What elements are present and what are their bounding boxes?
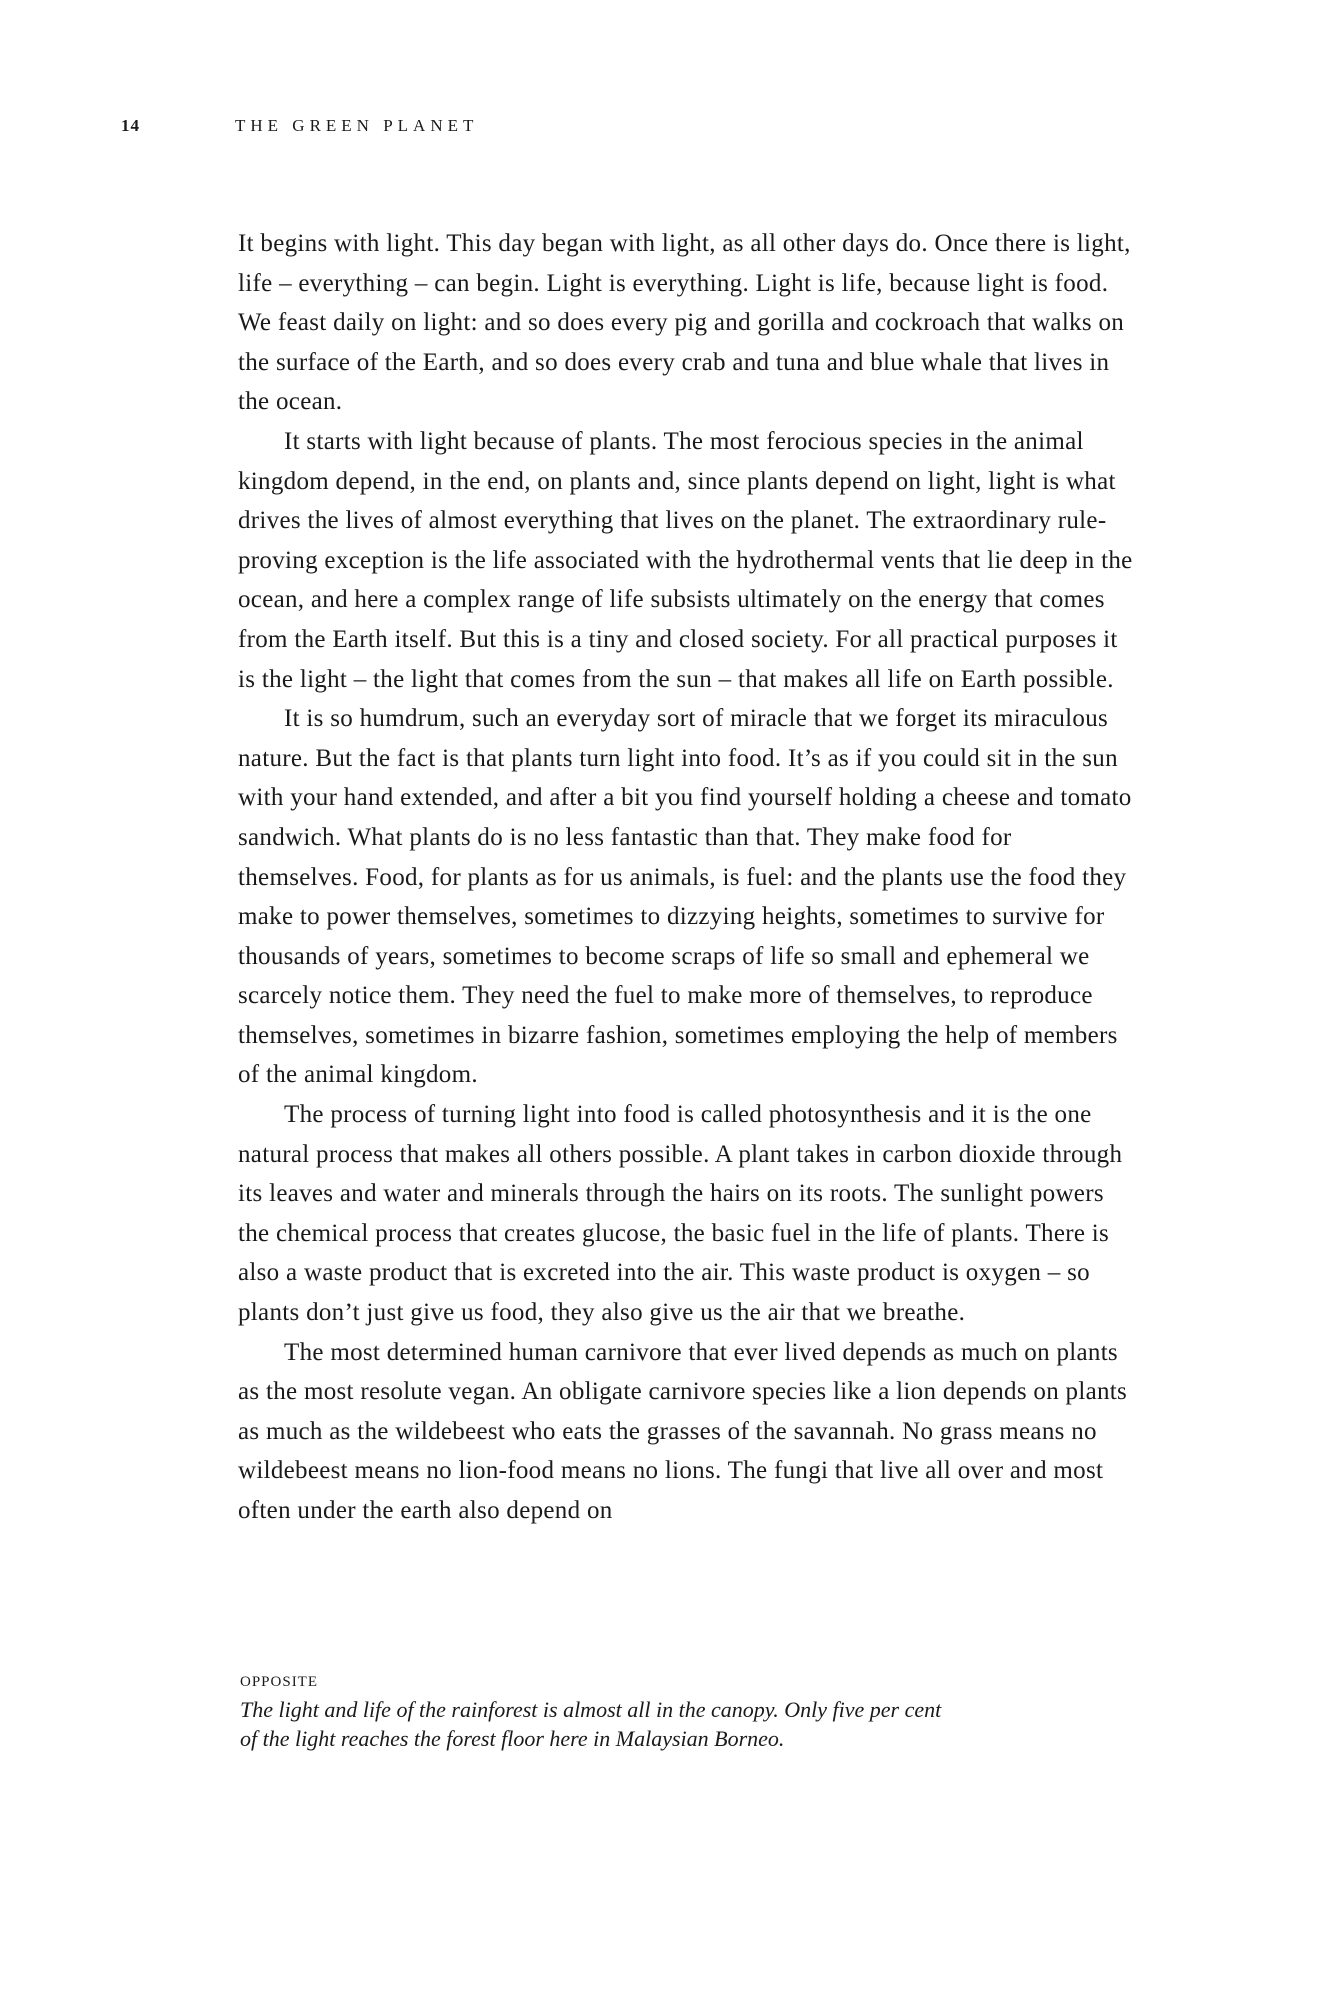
photo-caption bbox=[240, 1674, 960, 1753]
paragraph-4: The process of turning light into food is called photosynthesis and it is the one natural process that makes all others possible. A plant takes in carbon dioxide through its leaves and water and minerals through the hairs on its roots. The sunlight powers the chemical process that creates glucose, the basic fuel in the life of plants. There is also a waste product that is excreted into the air. This waste product is oxygen – so plants don’t just give us food, they also give us the air that we breathe. bbox=[238, 1101, 1123, 1327]
caption-label: OPPOSITE bbox=[240, 1674, 319, 1690]
body-text bbox=[238, 224, 1138, 1531]
page-number: 14 bbox=[121, 116, 140, 135]
paragraph-3: It is so humdrum, such an everyday sort of miracle that we forget its miraculous nature. But the fact is that plants turn light into food. It’s as if you could sit in the sun with your hand extended, and after a bit you find yourself holding a cheese and tomato sandwich. What plants do is no less fantastic than that. They make food for themselves. Food, for plants as for us animals, is fuel: and the plants use the food they make to power themselves, sometimes to dizzying heights, sometimes to survive for thousands of years, sometimes to become scraps of life so small and ephemeral we scarcely notice them. They need the fuel to make more of themselves, to reproduce themselves, sometimes in bizarre fashion, sometimes employing the help of members of the animal kingdom. bbox=[238, 705, 1132, 1089]
paragraph-5: The most determined human carnivore that ever lived depends as much on plants as the most resolute vegan. An obligate carnivore species like a lion depends on plants as much as the wildebeest who eats the grasses of the savannah. No grass means no wildebeest means no lion-food means no lions. The fungi that live all over and most often under the earth also depend on bbox=[238, 1338, 1128, 1524]
caption-text: The light and life of the rainforest is almost all in the canopy. Only five per cent of the light reaches the forest floor here in Malaysian Borneo. bbox=[240, 1697, 942, 1751]
running-head: THE GREEN PLANET bbox=[235, 116, 479, 135]
paragraph-2: It starts with light because of plants. The most ferocious species in the animal kingdom depend, in the end, on plants and, since plants depend on light, light is what drives the lives of almost everything that lives on the planet. The extraordinary rule-proving exception is the life associated with the hydrothermal vents that lie deep in the ocean, and here a complex range of life subsists ultimately on the energy that comes from the Earth itself. But this is a tiny and closed society. For all practical purposes it is the light – the light that comes from the sun – that makes all life on Earth possible. bbox=[238, 427, 1133, 693]
paragraph-1: It begins with light. This day began with light, as all other days do. Once there is light, life – everything – can begin. Light is everything. Light is life, because light is food. We feast daily on light: and so does every pig and gorilla and cockroach that walks on the surface of the Earth, and so does every crab and tuna and blue whale that lives in the ocean. bbox=[238, 230, 1131, 416]
